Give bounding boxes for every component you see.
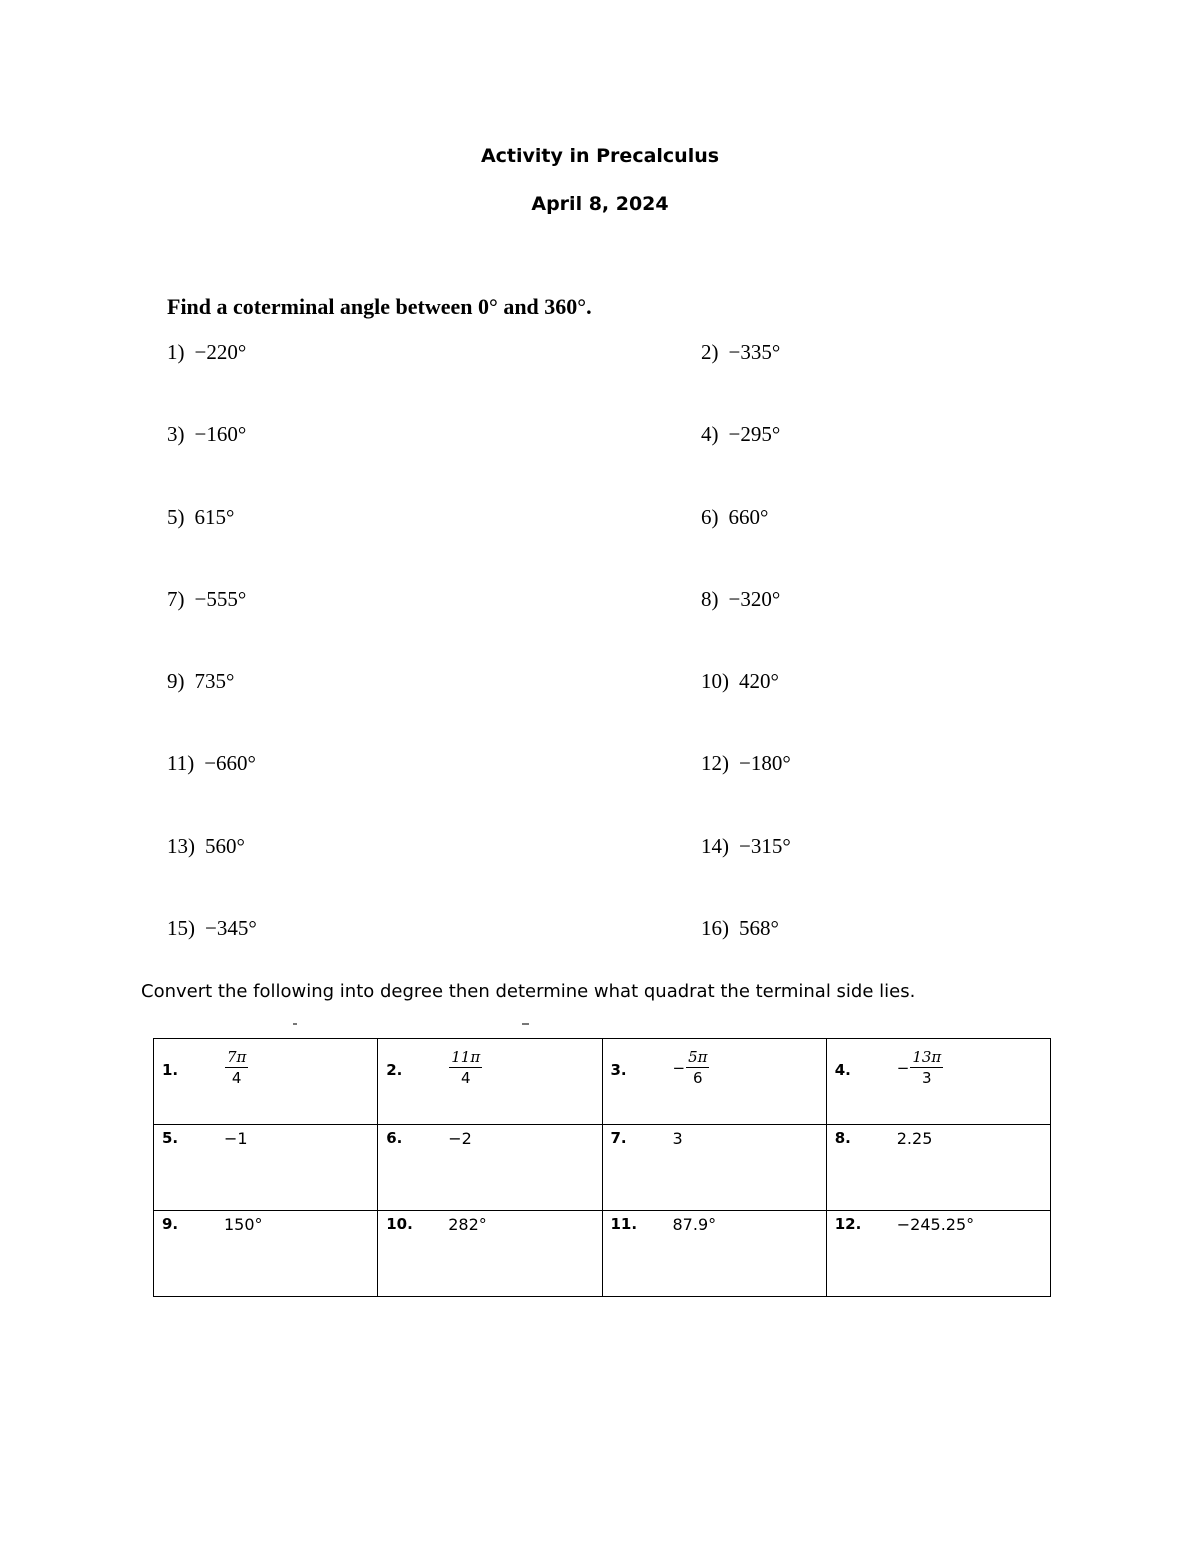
- problem-value: 660°: [728, 504, 769, 529]
- table-cell: [378, 1211, 602, 1297]
- item-number: 8.: [834, 1129, 851, 1147]
- problem-number: 3): [167, 422, 185, 447]
- item-value: −245.25°: [896, 1215, 975, 1234]
- problem-value: 735°: [194, 669, 235, 694]
- problem-value: −160°: [194, 422, 247, 447]
- table-cell: [826, 1125, 1050, 1211]
- problem-number: 13): [167, 833, 195, 858]
- problem-value: 568°: [739, 916, 779, 941]
- problem-number: 10): [701, 669, 729, 694]
- table-cell: [378, 1039, 602, 1125]
- table-cell: [826, 1211, 1050, 1297]
- item-number: 6.: [386, 1129, 403, 1147]
- problem-value: 615°: [194, 504, 235, 529]
- section2-instruction: Convert the following into degree then determine what quadrat the terminal side lies.: [141, 981, 916, 1002]
- item-number: 12.: [834, 1215, 862, 1233]
- problem-number: 14): [701, 833, 729, 858]
- numerator: 13π: [912, 1048, 942, 1066]
- problem-number: 16): [701, 916, 729, 941]
- numerator: 5π: [688, 1048, 708, 1066]
- problem-6: [701, 505, 967, 587]
- problem-value: 560°: [205, 833, 245, 858]
- problem-13: [167, 834, 701, 916]
- fraction: [686, 1049, 709, 1087]
- problem-value: −345°: [205, 916, 257, 941]
- conversion-table: [153, 1038, 1051, 1297]
- problem-number: 6): [701, 504, 719, 529]
- problem-8: [701, 587, 967, 669]
- table-cell: [602, 1211, 826, 1297]
- item-number: 1.: [162, 1061, 179, 1079]
- item-number: 5.: [162, 1129, 179, 1147]
- table-cell: [826, 1039, 1050, 1125]
- item-number: 2.: [386, 1061, 403, 1079]
- problem-number: 2): [701, 340, 719, 364]
- problem-value: −660°: [204, 751, 256, 776]
- problem-number: 1): [167, 340, 185, 364]
- fraction: [910, 1049, 943, 1087]
- table-row: [154, 1125, 1051, 1211]
- problem-1: [167, 340, 701, 422]
- problem-10: [701, 669, 967, 751]
- problem-4: [701, 422, 967, 504]
- item-value: 2.25: [896, 1129, 933, 1148]
- item-value: 282°: [448, 1215, 487, 1234]
- problem-number: 5): [167, 504, 185, 529]
- coterminal-problem-list: [167, 340, 967, 998]
- sign: −: [896, 1059, 910, 1077]
- table-row: [154, 1039, 1051, 1125]
- denominator: 6: [693, 1069, 703, 1087]
- problem-11: [167, 751, 701, 833]
- problem-3: [167, 422, 701, 504]
- table-cell: [154, 1211, 378, 1297]
- problem-number: 9): [167, 669, 185, 694]
- numerator: 11π: [451, 1048, 481, 1066]
- page-title: Activity in Precalculus: [480, 145, 720, 167]
- table-cell: [602, 1125, 826, 1211]
- table-cell: [378, 1125, 602, 1211]
- denominator: 4: [231, 1069, 242, 1087]
- problem-2: [701, 340, 967, 422]
- problem-12: [701, 751, 967, 833]
- problem-7: [167, 587, 701, 669]
- problem-value: −335°: [728, 340, 781, 364]
- problem-number: 7): [167, 586, 185, 611]
- problem-9: [167, 669, 701, 751]
- section1-instruction: Find a coterminal angle between 0° and 360°.: [167, 294, 592, 319]
- problem-5: [167, 505, 701, 587]
- problem-value: −295°: [728, 422, 781, 447]
- problem-value: −180°: [739, 751, 791, 776]
- item-number: 10.: [386, 1215, 413, 1233]
- item-number: 9.: [162, 1215, 179, 1233]
- stray-mark: [293, 1023, 297, 1025]
- denominator: 3: [922, 1069, 932, 1087]
- radian-value: [673, 1049, 710, 1087]
- problem-value: 420°: [739, 669, 779, 694]
- item-value: 3: [672, 1129, 683, 1148]
- problem-value: −220°: [194, 340, 247, 364]
- item-number: 11.: [610, 1215, 638, 1233]
- table-cell: [154, 1039, 378, 1125]
- denominator: 4: [460, 1069, 471, 1087]
- table-row: [154, 1211, 1051, 1297]
- page-date: April 8, 2024: [531, 193, 669, 215]
- item-value: 87.9°: [672, 1215, 717, 1234]
- radian-value: [897, 1049, 944, 1087]
- stray-mark: [522, 1023, 529, 1025]
- radian-value: [224, 1049, 248, 1087]
- item-number: 4.: [834, 1061, 851, 1079]
- problem-14: [701, 834, 967, 916]
- problem-number: 11): [167, 751, 195, 776]
- numerator: 7π: [227, 1048, 247, 1066]
- sign: −: [672, 1059, 686, 1077]
- problem-number: 15): [167, 916, 195, 941]
- item-number: 7.: [610, 1129, 627, 1147]
- problem-number: 8): [701, 586, 719, 611]
- item-value: 150°: [224, 1215, 263, 1234]
- item-value: −1: [224, 1129, 248, 1148]
- table-cell: [154, 1125, 378, 1211]
- item-value: −2: [448, 1129, 472, 1148]
- radian-value: [448, 1049, 482, 1087]
- fraction: [225, 1049, 248, 1087]
- problem-number: 4): [701, 422, 719, 447]
- item-number: 3.: [610, 1061, 627, 1079]
- problem-value: −320°: [728, 586, 781, 611]
- problem-number: 12): [701, 751, 729, 776]
- problem-value: −555°: [194, 586, 247, 611]
- table-cell: [602, 1039, 826, 1125]
- fraction: [449, 1049, 482, 1087]
- problem-value: −315°: [739, 833, 791, 858]
